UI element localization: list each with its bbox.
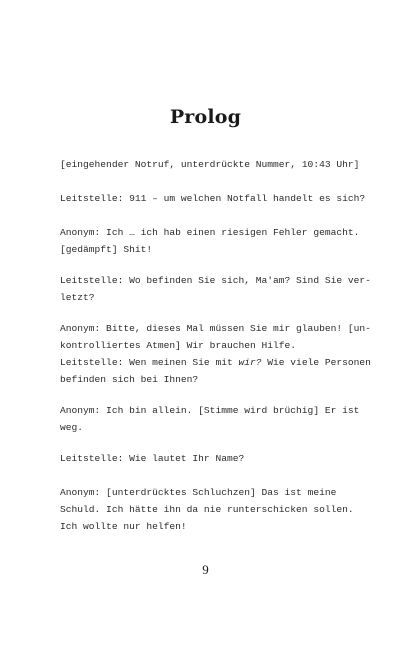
page-number: 9 [202,562,209,577]
transcript-line: [eingehender Notruf, unterdrückte Nummer, 10:43 Uhr] [60,159,360,170]
transcript-paragraph-3 [60,224,360,258]
transcript-line: letzt? [60,292,95,303]
transcript-paragraph-1 [60,156,360,173]
transcript-line: Leitstelle: Wie lautet Ihr Name? [60,453,245,464]
transcript-paragraph-9 [60,484,360,535]
transcript-paragraph-5 [60,320,371,354]
chapter-title: Prolog [169,106,242,128]
transcript-line: Leitstelle: Wo befinden Sie sich, Ma'am? Sind Sie ver- [60,275,371,286]
transcript-paragraph-6 [60,354,371,388]
transcript-text: Wie viele Personen [261,357,371,368]
transcript-paragraph-2 [60,190,366,207]
transcript-line: Leitstelle: 911 – um welchen Notfall handelt es sich? [60,193,366,204]
transcript-line: Anonym: Bitte, dieses Mal müssen Sie mir glauben! [un- [60,323,371,334]
transcript-line: weg. [60,422,84,433]
transcript-paragraph-8 [60,450,360,467]
transcript-line: kontrolliertes Atmen] Wir brauchen Hilfe. [60,340,297,351]
emphasized-word: wir? [238,357,262,368]
transcript-paragraph-4 [60,272,371,306]
transcript-line: Anonym: Ich … ich hab einen riesigen Fehler gemacht. [60,227,360,238]
transcript-line: Anonym: Ich bin allein. [Stimme wird brüchig] Er ist [60,405,360,416]
transcript-paragraph-7 [60,402,360,436]
transcript-line: Ich wollte nur helfen! [60,521,187,532]
transcript-line [60,354,371,371]
transcript-line: [gedämpft] Shit! [60,244,153,255]
transcript-line: Anonym: [unterdrücktes Schluchzen] Das ist meine [60,487,337,498]
transcript-line: befinden sich bei Ihnen? [60,374,199,385]
transcript-text: Leitstelle: Wen meinen Sie mit [60,357,239,368]
transcript-line: Schuld. Ich hätte ihn da nie runterschicken sollen. [60,504,354,515]
